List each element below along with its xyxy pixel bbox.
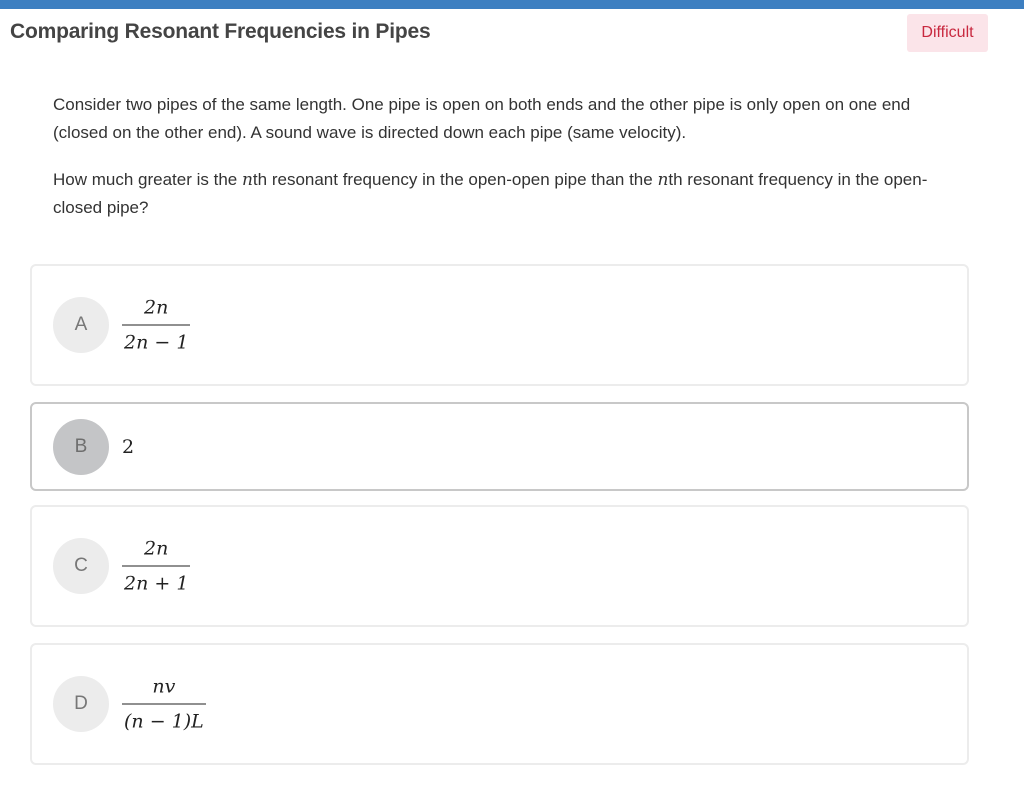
choice-letter-b: B (53, 419, 109, 475)
question-paragraph-2 (53, 166, 948, 222)
fraction-numerator: 2n (144, 537, 169, 560)
difficulty-badge: Difficult (907, 14, 988, 52)
fraction-numerator: nv (152, 675, 176, 698)
choice-letter-d: D (53, 676, 109, 732)
fraction-numerator: 2n (144, 296, 169, 319)
question-text-part: How much greater is the (53, 170, 242, 189)
question-text-part: th resonant frequency in the open-closed pipe? (53, 170, 928, 217)
answer-choice-d[interactable] (30, 643, 969, 765)
choice-letter-c: C (53, 538, 109, 594)
choice-b-answer (122, 436, 134, 458)
question-text (53, 91, 948, 241)
fraction-denominator: 2n − 1 (122, 325, 190, 354)
fraction (122, 297, 190, 354)
choice-d-answer (122, 676, 206, 733)
math-variable-n: n (657, 170, 669, 190)
answer-choice-b[interactable] (30, 402, 969, 491)
question-text-part: th resonant frequency in the open-open pipe than the (252, 170, 658, 189)
answer-choice-c[interactable] (30, 505, 969, 627)
top-accent-bar (0, 0, 1024, 9)
answer-choice-a[interactable] (30, 264, 969, 386)
page-title: Comparing Resonant Frequencies in Pipes (10, 20, 431, 43)
fraction-denominator: (n − 1)L (122, 704, 206, 733)
math-variable-n: n (241, 170, 253, 190)
fraction-denominator: 2n + 1 (122, 566, 190, 595)
choice-letter-a: A (53, 297, 109, 353)
question-paragraph-1: Consider two pipes of the same length. One pipe is open on both ends and the other pipe is only open on one end (closed on the other end). A sound wave is directed down each pipe (same velocity). (53, 95, 911, 142)
fraction (122, 538, 190, 595)
choice-a-answer (122, 297, 190, 354)
choice-c-answer (122, 538, 190, 595)
fraction (122, 676, 206, 733)
choice-value: 2 (122, 435, 135, 458)
